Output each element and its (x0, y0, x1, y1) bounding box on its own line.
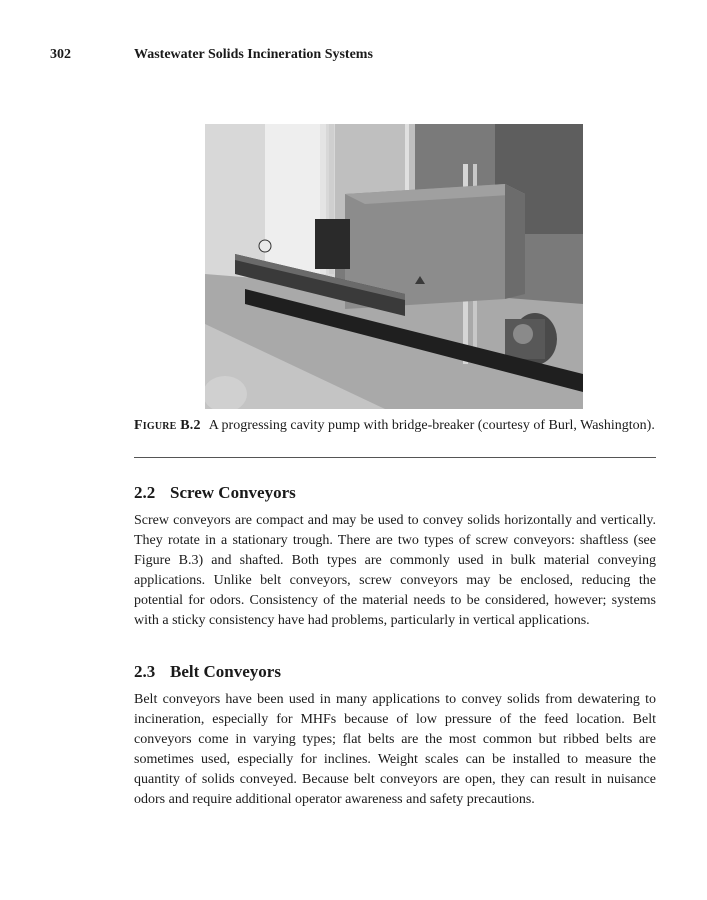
figure-caption (134, 416, 656, 436)
figure-label: Figure B.2 (134, 418, 201, 433)
running-title: Wastewater Solids Incineration Systems (134, 47, 373, 62)
section-belt-conveyors (134, 661, 656, 810)
running-header (0, 47, 707, 67)
section-number: 2.2 (134, 483, 156, 502)
section-body: Screw conveyors are compact and may be used to convey solids horizontally and vertically. They rotate in a stationary trough. There are two types of screw conveyors: shaftless (see Figure B.3) and shafted. Both types are commonly used in bulk material conveying applications. Unlike belt conveyors, screw conveyors may be enclosed, reducing the potential for odors. Consistency of the material needs to be considered, however; systems with a sticky consistency have had problems, particularly in vertical applications. (134, 513, 656, 628)
section-heading (134, 482, 656, 504)
caption-divider (134, 457, 656, 458)
section-title: Belt Conveyors (170, 662, 281, 681)
section-title: Screw Conveyors (170, 483, 296, 502)
page-number: 302 (50, 47, 71, 62)
section-screw-conveyors (134, 482, 656, 631)
section-body: Belt conveyors have been used in many applications to convey solids from dewatering to incineration, especially for MHFs because of low pressure of the feed location. Belt conveyors come in varying types; flat belts are the most common but ribbed belts are sometimes used, especially for inclines. Weight scales can be installed to measure the quantity of solids conveyed. Because belt conveyors are open, they can result in nuisance odors and require additional operator awareness and safety precautions. (134, 692, 656, 807)
section-number: 2.3 (134, 662, 156, 681)
section-heading (134, 661, 656, 683)
figure-photo-pump (205, 124, 583, 409)
figure-caption-text: A progressing cavity pump with bridge-breaker (courtesy of Burl, Washington). (208, 418, 655, 433)
